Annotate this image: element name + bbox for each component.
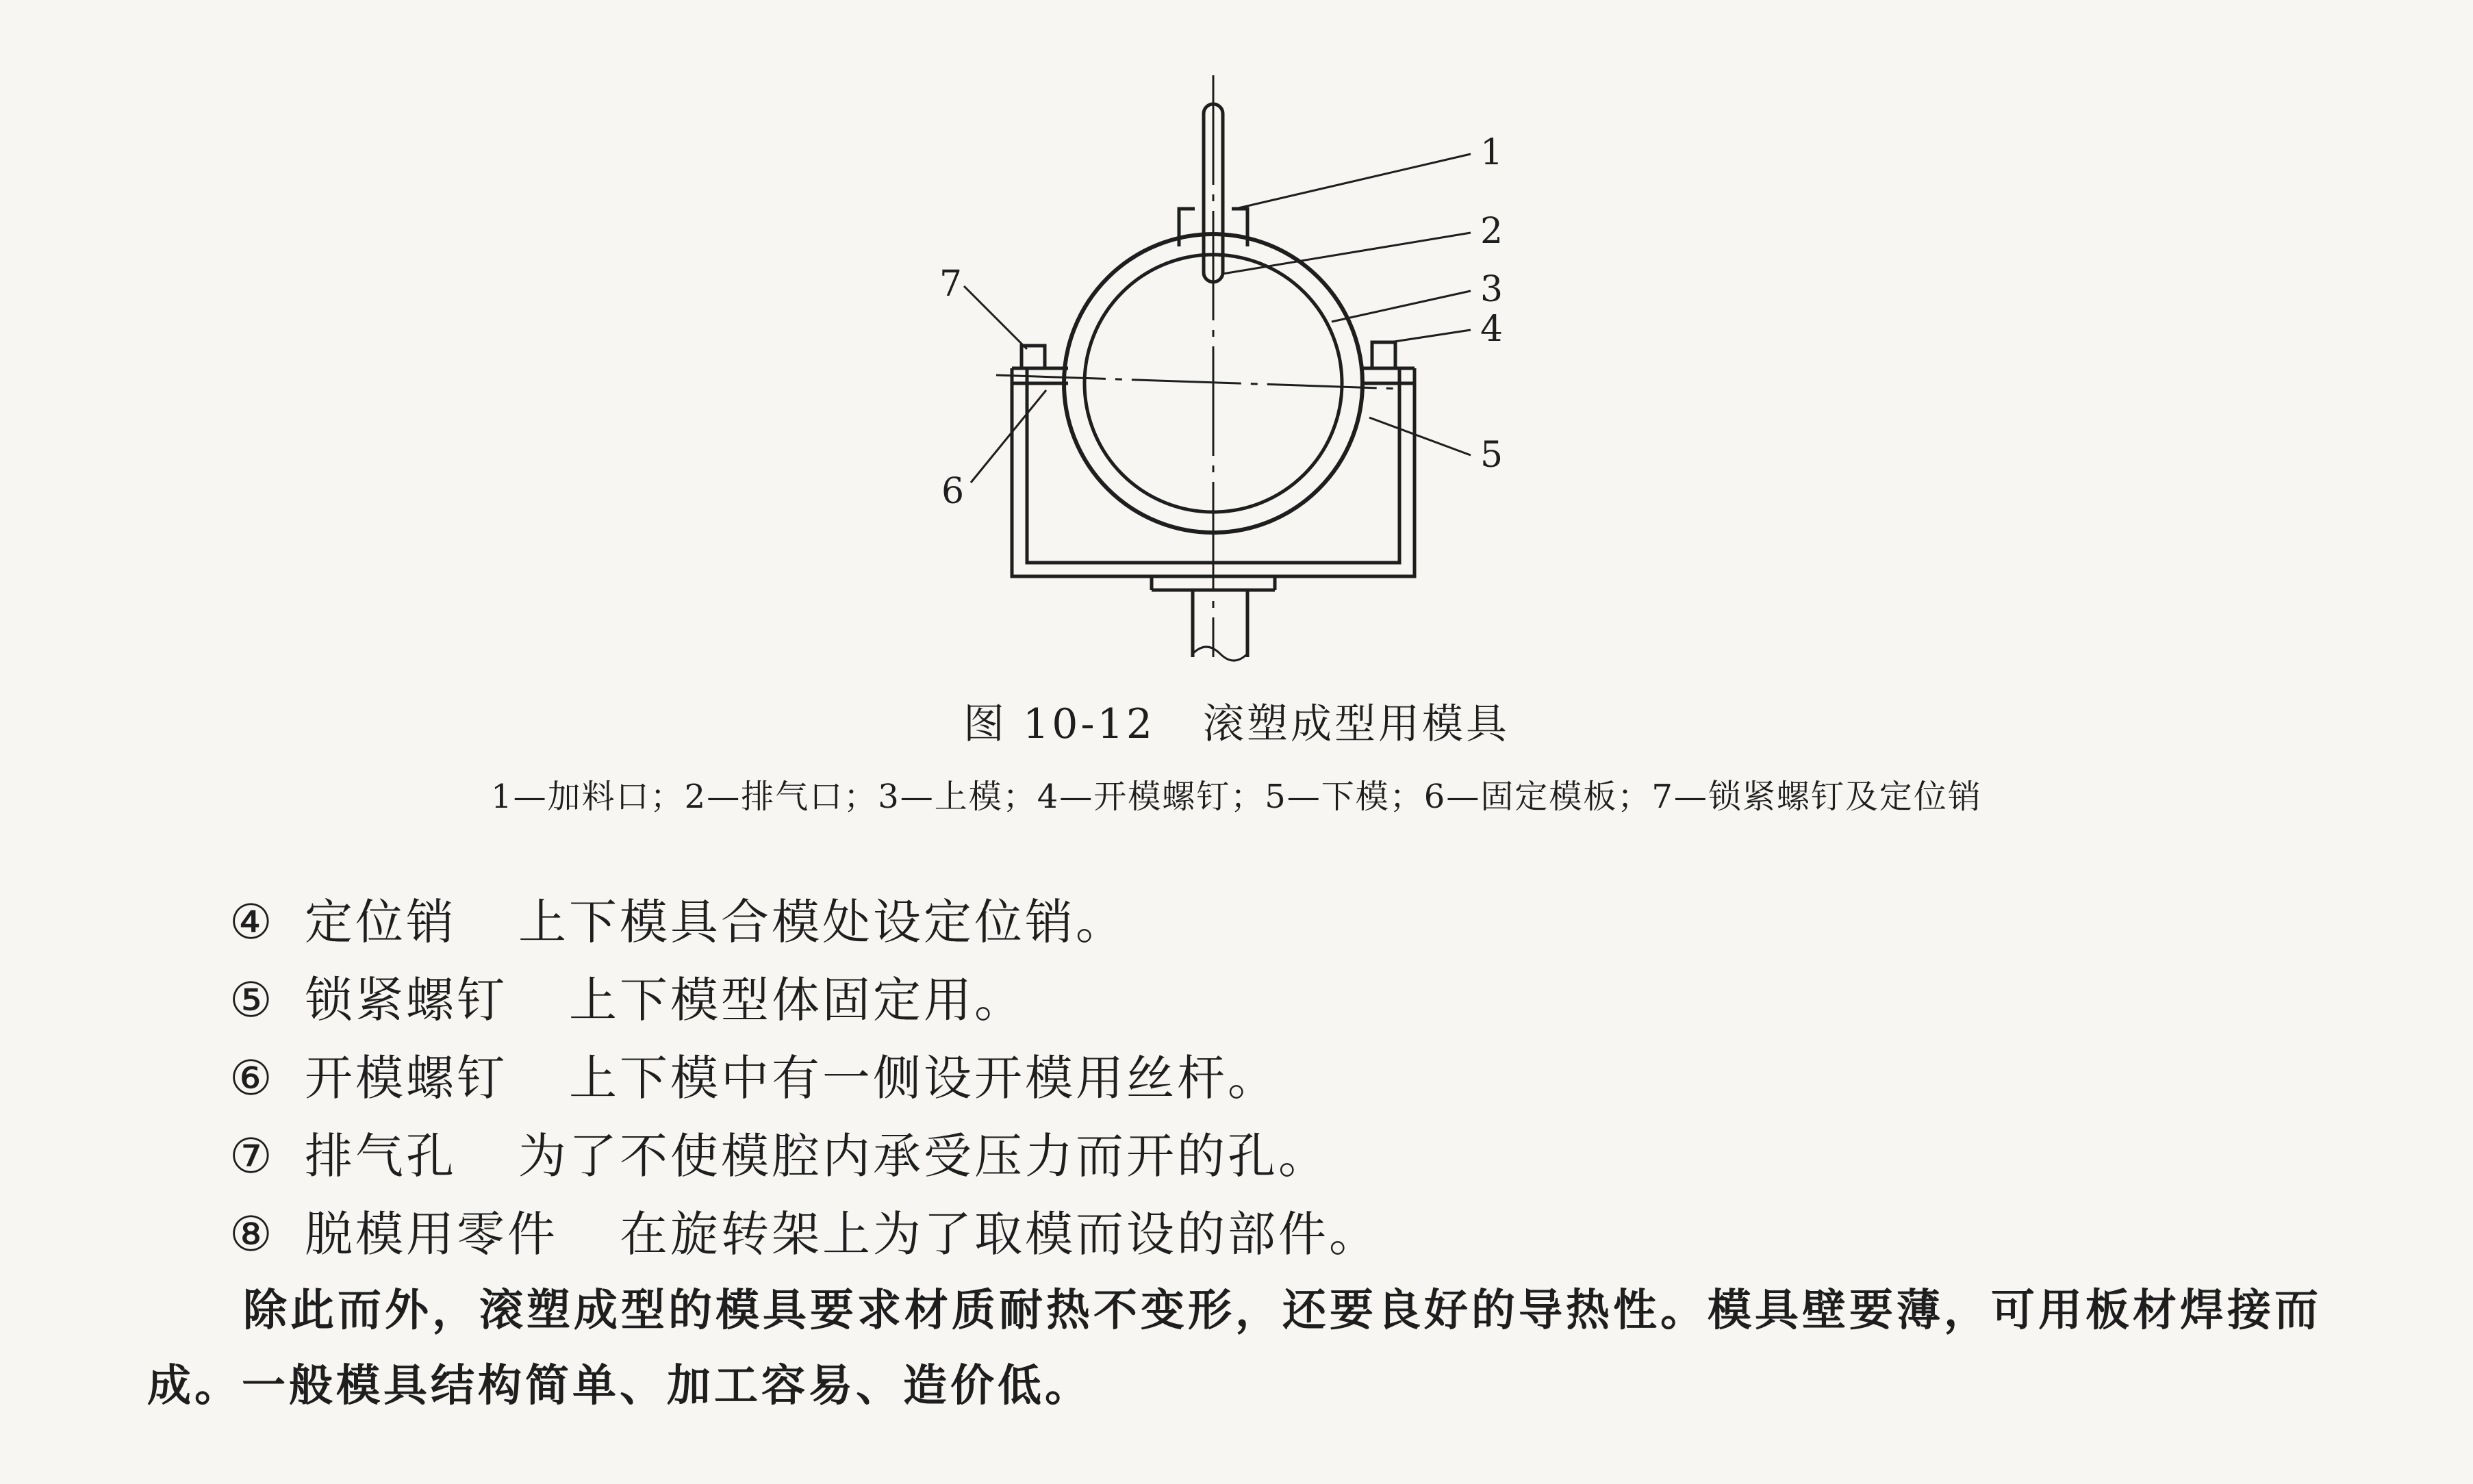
list-item (229, 1039, 1380, 1117)
list-item (229, 1195, 1380, 1273)
leader-3 (1332, 291, 1471, 322)
item-number: ⑥ (229, 1050, 275, 1106)
item-number: ⑦ (229, 1128, 275, 1184)
list-item (229, 961, 1380, 1039)
item-term: 锁紧螺钉 (305, 972, 507, 1028)
item-description: 上下模型体固定用。 (569, 972, 1025, 1028)
item-description: 在旋转架上为了取模而设的部件。 (620, 1206, 1380, 1262)
paragraph-text: 除此而外，滚塑成型的模具要求材质耐热不变形，还要良好的导热性。模具壁要薄，可用板材焊接而成。一般模具结构简单、加工容易、造价低。 (147, 1285, 2322, 1411)
leader-2 (1223, 233, 1471, 274)
leader-1 (1232, 154, 1471, 209)
figure-caption (0, 691, 2473, 750)
leader-6 (971, 390, 1046, 483)
locking-bolt-head (1022, 346, 1045, 368)
leader-5 (1369, 418, 1471, 455)
rotomolding-mold-diagram (890, 55, 1575, 671)
item-description: 上下模中有一侧设开模用丝杆。 (569, 1050, 1278, 1106)
item-term: 排气孔 (305, 1128, 457, 1184)
item-number: ④ (229, 894, 275, 950)
opening-screw-head (1372, 342, 1395, 368)
shaft-break-mark (1193, 647, 1247, 661)
item-term: 定位销 (305, 894, 457, 950)
figure-title: 滚塑成型用模具 (1203, 700, 1510, 748)
callout-7: 7 (939, 264, 963, 305)
callout-1: 1 (1480, 132, 1504, 173)
figure-legend: 1—加料口；2—排气口；3—上模；4—开模螺钉；5—下模；6—固定模板；7—锁紧螺钉及定位销 (491, 778, 1982, 816)
callout-4: 4 (1480, 309, 1504, 350)
leader-7 (964, 286, 1027, 349)
item-term: 开模螺钉 (305, 1050, 507, 1106)
item-term: 脱模用零件 (305, 1206, 558, 1262)
callout-3: 3 (1480, 269, 1504, 310)
item-list (229, 883, 1380, 1273)
item-description: 上下模具合模处设定位销。 (518, 894, 1126, 950)
list-item (229, 1117, 1380, 1195)
item-description: 为了不使模腔内承受压力而开的孔。 (518, 1128, 1329, 1184)
list-item (229, 883, 1380, 961)
item-number: ⑧ (229, 1206, 275, 1262)
callout-5: 5 (1480, 435, 1504, 476)
figure-number: 图 10-12 (963, 700, 1156, 748)
item-number: ⑤ (229, 972, 275, 1028)
body-paragraph (147, 1273, 2324, 1424)
callout-6: 6 (941, 471, 965, 512)
leader-4 (1390, 330, 1471, 342)
callout-2: 2 (1480, 211, 1504, 252)
